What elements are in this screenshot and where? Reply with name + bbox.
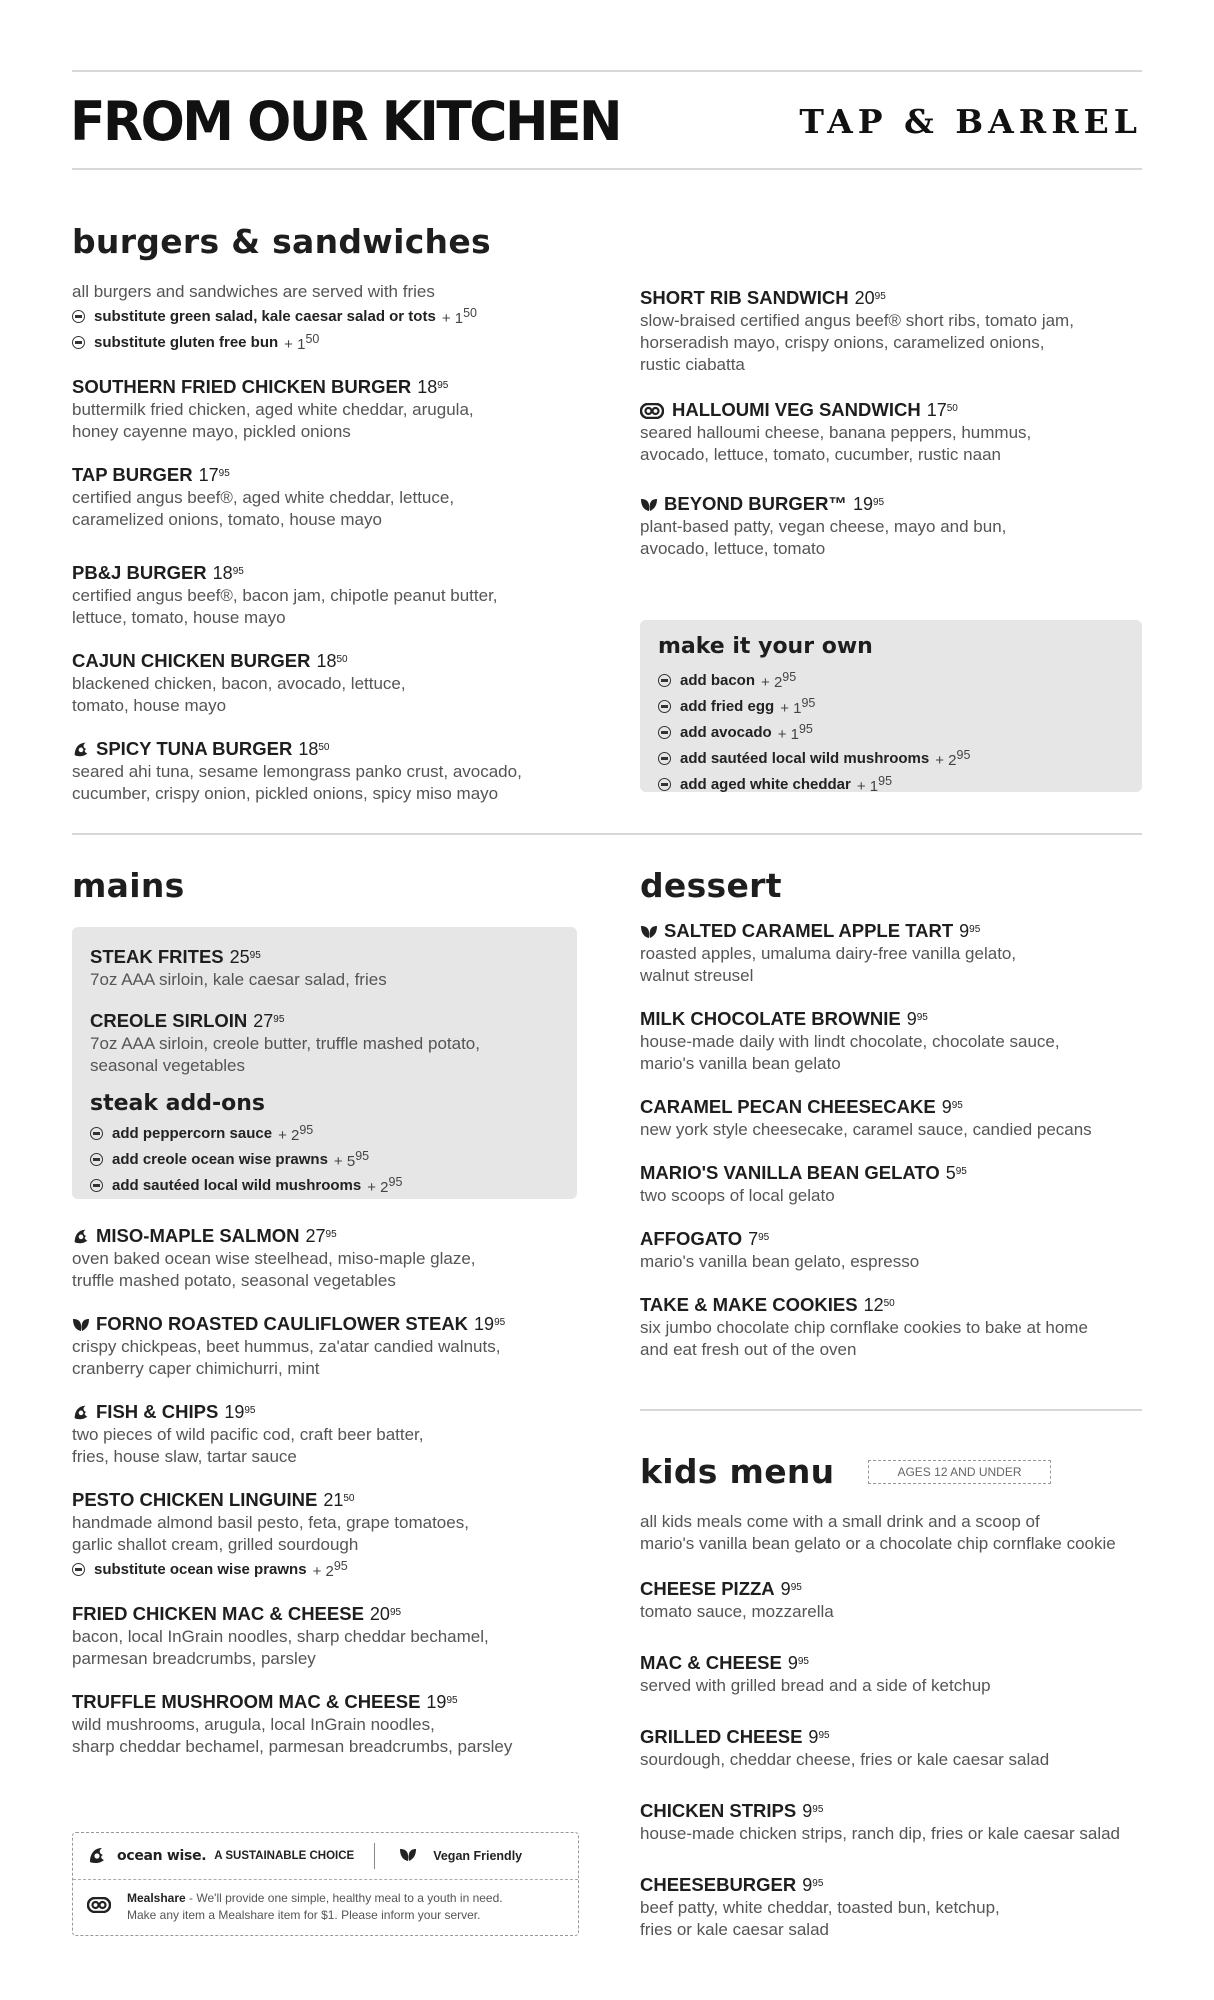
menu-item — [640, 286, 1150, 376]
burgers-left-column — [72, 222, 592, 825]
item-name-row — [640, 1095, 1160, 1119]
item-price: $18^{50}$ — [316, 651, 348, 671]
item-price-cents: 95 — [812, 1878, 824, 1889]
addon-label: add fried egg — [680, 697, 775, 715]
item-price: + $1^{50}$ — [441, 306, 477, 327]
item-price-cents: 50 — [336, 654, 348, 665]
item-description: two scoops of local gelato — [640, 1186, 835, 1205]
menu-item — [640, 1725, 1160, 1771]
item-name-row — [640, 1725, 1160, 1749]
menu-item — [72, 1400, 602, 1468]
item-description: sourdough, cheddar cheese, fries or kale caesar salad — [640, 1750, 1050, 1769]
item-description: house-made chicken strips, ranch dip, fries or kale caesar salad — [640, 1824, 1121, 1843]
addon-label: add sautéed local wild mushrooms — [112, 1176, 362, 1194]
menu-item — [72, 463, 592, 531]
plus-circle-icon — [658, 752, 671, 765]
item-description: served with grilled bread and a side of ketchup — [640, 1676, 991, 1695]
item-name-row — [640, 1293, 1160, 1317]
item-price-cents: 95 — [797, 1656, 809, 1667]
item-price: $21^{50}$ — [323, 1490, 355, 1510]
make-it-your-own-box — [640, 620, 1142, 795]
menu-item — [640, 1873, 1160, 1941]
item-price-cents: 95 — [232, 566, 244, 577]
item-price-cents: 95 — [333, 1559, 348, 1573]
item-price: $9^{95}$ — [959, 921, 981, 941]
item-name-row — [640, 1799, 1160, 1823]
menu-item — [640, 1227, 1160, 1273]
kids-age-badge: AGES 12 AND UNDER — [868, 1460, 1050, 1484]
item-name-row — [72, 375, 592, 399]
item-name-row — [640, 1007, 1160, 1031]
legend-divider — [374, 1843, 375, 1869]
plus-circle-icon — [72, 1563, 85, 1576]
item-price-cents: 95 — [782, 670, 797, 684]
ocean-wise-icon — [72, 1227, 90, 1245]
item-description: certified angus beef®, aged white cheddar, lettuce, caramelized onions, tomato, house mayo — [72, 488, 455, 529]
item-name: CREOLE SIRLOIN — [90, 1010, 248, 1031]
item-price-cents: 95 — [244, 1405, 256, 1416]
section-title-burgers: burgers & sandwiches — [72, 222, 491, 261]
item-name: MAC & CHEESE — [640, 1652, 782, 1673]
item-price-cents: 95 — [878, 774, 893, 788]
item-description: blackened chicken, bacon, avocado, lettuce, tomato, house mayo — [72, 674, 406, 715]
addon-label: add sautéed local wild mushrooms — [680, 749, 930, 767]
item-price-cents: 95 — [325, 1229, 337, 1240]
section-title-kids: kids menu — [640, 1452, 835, 1491]
item-description: buttermilk fried chicken, aged white cheddar, arugula, honey cayenne mayo, pickled onions — [72, 400, 474, 441]
item-price: $19^{95}$ — [426, 1692, 458, 1712]
kids-intro: all kids meals come with a small drink and a scoop of mario's vanilla bean gelato or a chocolate chip cornflake cookie — [640, 1512, 1116, 1553]
item-price-cents: 95 — [249, 950, 261, 961]
addon-label: add bacon — [680, 671, 756, 689]
item-description: new york style cheesecake, caramel sauce, candied pecans — [640, 1120, 1092, 1139]
item-price: $9^{95}$ — [802, 1801, 824, 1821]
item-price: $18^{95}$ — [417, 377, 449, 397]
menu-item — [90, 1009, 559, 1077]
addon-label: substitute green salad, kale caesar salad or tots — [94, 307, 436, 325]
item-price-cents: 95 — [218, 468, 230, 479]
item-price: + $1^{95}$ — [777, 722, 813, 743]
item-name: SALTED CARAMEL APPLE TART — [664, 920, 954, 941]
item-price: $18^{50}$ — [298, 739, 330, 759]
menu-item — [90, 945, 559, 991]
item-name: CAJUN CHICKEN BURGER — [72, 650, 311, 671]
item-price-cents: 95 — [446, 1695, 458, 1706]
item-description: six jumbo chocolate chip cornflake cookies to bake at home and eat fresh out of the oven — [640, 1318, 1088, 1359]
mealshare-icon — [640, 401, 666, 419]
item-price: $17^{50}$ — [926, 400, 958, 420]
steak-addons-title: steak add-ons — [90, 1091, 266, 1116]
mealshare-text-2: Make any item a Mealshare item for $1. Please inform your server. — [127, 1908, 481, 1922]
brand-logo: TAP & BARREL — [799, 102, 1142, 141]
plus-circle-icon — [658, 700, 671, 713]
vegan-leaf-icon — [72, 1315, 90, 1333]
mains-list-column — [72, 1224, 602, 1778]
dessert-column — [640, 866, 1160, 1381]
item-price: $9^{95}$ — [787, 1653, 809, 1673]
mains-list — [72, 1224, 602, 1758]
menu-item — [640, 1293, 1160, 1361]
plus-circle-icon — [90, 1179, 103, 1192]
item-name-row — [640, 1651, 1160, 1675]
item-price-cents: 50 — [305, 332, 320, 346]
item-name-row — [640, 286, 1150, 310]
item-name-row — [72, 1312, 602, 1336]
addon-item — [658, 693, 1124, 719]
burger-substitutions — [72, 303, 592, 355]
item-name: MARIO'S VANILLA BEAN GELATO — [640, 1162, 940, 1183]
item-name-row — [90, 1009, 559, 1033]
ocean-wise-logo: ocean wise. — [117, 1848, 207, 1864]
menu-item — [72, 375, 592, 443]
item-price: $25^{95}$ — [229, 947, 261, 967]
plus-circle-icon — [72, 310, 85, 323]
item-description: 7oz AAA sirloin, kale caesar salad, fries — [90, 970, 387, 989]
item-name: HALLOUMI VEG SANDWICH — [672, 399, 921, 420]
item-description: certified angus beef®, bacon jam, chipotle peanut butter, lettuce, tomato, house mayo — [72, 586, 498, 627]
kids-list — [640, 1577, 1160, 1941]
kids-column — [640, 1452, 1160, 1969]
item-name-row — [640, 1873, 1160, 1897]
menu-item — [640, 1095, 1160, 1141]
item-name: PB&J BURGER — [72, 562, 207, 583]
item-price: $5^{95}$ — [945, 1163, 967, 1183]
item-description: bacon, local InGrain noodles, sharp cheddar bechamel, parmesan breadcrumbs, parsley — [72, 1627, 489, 1668]
header-rule — [72, 168, 1142, 170]
plus-circle-icon — [658, 674, 671, 687]
item-price-cents: 95 — [951, 1100, 963, 1111]
item-name: GRILLED CHEESE — [640, 1726, 803, 1747]
item-price-cents: 95 — [955, 1166, 967, 1177]
burgers-intro: all burgers and sandwiches are served with fries — [72, 282, 435, 301]
addon-label: add peppercorn sauce — [112, 1124, 273, 1142]
addon-item — [90, 1146, 559, 1172]
item-description: handmade almond basil pesto, feta, grape tomatoes, garlic shallot cream, grilled sourdough — [72, 1513, 469, 1554]
page-title: FROM OUR KITCHEN — [70, 90, 621, 154]
item-name-row — [72, 463, 592, 487]
menu-item — [640, 1007, 1160, 1075]
item-name-row — [72, 1400, 602, 1424]
menu-item — [72, 561, 592, 629]
steak-box — [72, 927, 577, 1199]
item-price-cents: 50 — [343, 1493, 355, 1504]
item-price: $20^{95}$ — [369, 1604, 402, 1624]
make-own-addons-list — [658, 667, 1124, 797]
item-name-row — [640, 919, 1160, 943]
vegan-leaf-icon — [640, 922, 658, 940]
item-price-cents: 50 — [883, 1298, 895, 1309]
addon-item — [72, 1556, 602, 1582]
plus-circle-icon — [90, 1127, 103, 1140]
item-price: $27^{95}$ — [305, 1226, 337, 1246]
item-description: crispy chickpeas, beet hummus, za'atar candied walnuts, cranberry caper chimichurri, mint — [72, 1337, 501, 1378]
burger-left-list — [72, 375, 592, 805]
menu-item — [72, 649, 592, 717]
item-price-cents: 95 — [389, 1607, 402, 1618]
item-price: + $1^{95}$ — [780, 696, 816, 717]
item-price-cents: 95 — [874, 291, 886, 302]
menu-item — [640, 1161, 1160, 1207]
item-price-cents: 50 — [318, 742, 330, 753]
item-name-row — [640, 1577, 1160, 1601]
item-price: $9^{95}$ — [780, 1579, 802, 1599]
item-price: $18^{95}$ — [212, 563, 244, 583]
item-description: seared ahi tuna, sesame lemongrass panko crust, avocado, cucumber, crispy onion, pickled onions, spicy miso mayo — [72, 762, 522, 803]
item-price: $9^{95}$ — [802, 1875, 824, 1895]
item-price-cents: 95 — [388, 1175, 403, 1189]
dessert-list — [640, 919, 1160, 1361]
item-price: $19^{95}$ — [852, 494, 885, 514]
item-description: 7oz AAA sirloin, creole butter, truffle mashed potato, seasonal vegetables — [90, 1034, 480, 1075]
kids-rule — [640, 1409, 1142, 1411]
item-price: + $2^{95}$ — [312, 1559, 348, 1580]
addon-item — [72, 303, 592, 329]
item-price: $7^{95}$ — [748, 1229, 770, 1249]
item-name: FRIED CHICKEN MAC & CHEESE — [72, 1603, 364, 1624]
item-name: TAKE & MAKE COOKIES — [640, 1294, 858, 1315]
item-price-cents: 95 — [801, 696, 816, 710]
item-price: + $1^{50}$ — [284, 332, 320, 353]
item-price: $27^{95}$ — [253, 1011, 285, 1031]
item-price: $19^{95}$ — [474, 1314, 506, 1334]
menu-item — [640, 1799, 1160, 1845]
burger-right-list — [640, 286, 1150, 560]
menu-item — [640, 492, 1150, 560]
item-price-cents: 95 — [956, 748, 971, 762]
item-name: STEAK FRITES — [90, 946, 224, 967]
menu-item — [72, 1312, 602, 1380]
item-name-row — [72, 1690, 602, 1714]
addon-item — [658, 667, 1124, 693]
addon-item — [90, 1172, 559, 1198]
item-price-cents: 95 — [273, 1014, 285, 1025]
item-name-row — [90, 945, 559, 969]
item-price-cents: 95 — [299, 1123, 314, 1137]
item-name-row — [72, 1224, 602, 1248]
item-name: MILK CHOCOLATE BROWNIE — [640, 1008, 901, 1029]
item-description: oven baked ocean wise steelhead, miso-maple glaze, truffle mashed potato, seasonal vegetables — [72, 1249, 476, 1290]
addon-item — [658, 719, 1124, 745]
mid-rule — [72, 833, 1142, 835]
item-name: SPICY TUNA BURGER — [96, 738, 293, 759]
item-price: $17^{95}$ — [198, 465, 230, 485]
item-price-cents: 95 — [790, 1582, 802, 1593]
item-name-row — [640, 492, 1150, 516]
item-price: + $1^{95}$ — [856, 774, 893, 795]
item-price-cents: 95 — [355, 1149, 370, 1163]
addon-label: add avocado — [680, 723, 772, 741]
item-description: two pieces of wild pacific cod, craft beer batter, fries, house slaw, tartar sauce — [72, 1425, 424, 1466]
item-price: $19^{95}$ — [224, 1402, 256, 1422]
item-price: + $2^{95}$ — [278, 1123, 314, 1144]
item-name: AFFOGATO — [640, 1228, 743, 1249]
item-price: + $2^{95}$ — [761, 670, 797, 691]
menu-item — [72, 1224, 602, 1292]
ocean-wise-icon — [72, 740, 90, 758]
item-price-cents: 50 — [946, 403, 958, 414]
item-price-cents: 95 — [818, 1730, 830, 1741]
item-price: $9^{95}$ — [808, 1727, 830, 1747]
ocean-wise-text: A SUSTAINABLE CHOICE — [214, 1850, 355, 1862]
addon-label: substitute gluten free bun — [94, 333, 279, 351]
item-price-cents: 95 — [812, 1804, 824, 1815]
item-price-cents: 95 — [873, 497, 885, 508]
item-description: plant-based patty, vegan cheese, mayo and bun, avocado, lettuce, tomato — [640, 517, 1007, 558]
item-price: + $2^{95}$ — [935, 748, 971, 769]
item-name: SOUTHERN FRIED CHICKEN BURGER — [72, 376, 412, 397]
menu-item — [640, 398, 1150, 466]
item-description: wild mushrooms, arugula, local InGrain noodles, sharp cheddar bechamel, parmesan breadcrumbs, parsley — [72, 1715, 513, 1756]
item-name-row — [640, 398, 1150, 422]
vegan-leaf-icon — [399, 1847, 419, 1865]
menu-item — [72, 737, 592, 805]
menu-item — [72, 1602, 602, 1670]
menu-item — [72, 1488, 602, 1582]
item-description: tomato sauce, mozzarella — [640, 1602, 834, 1621]
steak-addons-list — [90, 1120, 559, 1198]
menu-item — [640, 1651, 1160, 1697]
item-name: PESTO CHICKEN LINGUINE — [72, 1489, 318, 1510]
burgers-right-column — [640, 286, 1150, 586]
mains-column — [72, 866, 592, 905]
addon-item — [658, 771, 1124, 797]
item-price-cents: 95 — [437, 380, 449, 391]
make-it-your-own-title: make it your own — [658, 634, 873, 659]
item-name: TAP BURGER — [72, 464, 193, 485]
addon-label: add creole ocean wise prawns — [112, 1150, 328, 1168]
item-price-cents: 95 — [494, 1317, 506, 1328]
vegan-leaf-icon — [640, 495, 658, 513]
ocean-wise-icon — [72, 1403, 90, 1421]
item-name-row — [72, 561, 592, 585]
menu-item — [72, 1690, 602, 1758]
item-name-row — [640, 1161, 1160, 1185]
item-name: TRUFFLE MUSHROOM MAC & CHEESE — [72, 1691, 421, 1712]
item-price: + $2^{95}$ — [367, 1175, 403, 1196]
item-name: CHEESEBURGER — [640, 1874, 797, 1895]
item-description: roasted apples, umaluma dairy-free vanilla gelato, walnut streusel — [640, 944, 1017, 985]
item-description: beef patty, white cheddar, toasted bun, ketchup, fries or kale caesar salad — [640, 1898, 1000, 1939]
item-name: SHORT RIB SANDWICH — [640, 287, 849, 308]
item-name: MISO-MAPLE SALMON — [96, 1225, 300, 1246]
item-name-row — [72, 737, 592, 761]
menu-item — [640, 919, 1160, 987]
addon-item — [72, 329, 592, 355]
addon-label: substitute ocean wise prawns — [94, 1560, 307, 1578]
item-description: house-made daily with lindt chocolate, chocolate sauce, mario's vanilla bean gelato — [640, 1032, 1060, 1073]
plus-circle-icon — [658, 726, 671, 739]
menu-item — [640, 1577, 1160, 1623]
item-name: FISH & CHIPS — [96, 1401, 219, 1422]
item-price: $20^{95}$ — [854, 288, 886, 308]
item-description: mario's vanilla bean gelato, espresso — [640, 1252, 920, 1271]
legend-box — [72, 1832, 579, 1936]
section-title-dessert: dessert — [640, 866, 782, 905]
item-name-row — [72, 1488, 602, 1512]
item-price-cents: 95 — [916, 1012, 928, 1023]
steak-items-list — [90, 945, 559, 1077]
plus-circle-icon — [658, 778, 671, 791]
item-description: seared halloumi cheese, banana peppers, hummus, avocado, lettuce, tomato, cucumber, rustic naan — [640, 423, 1032, 464]
item-name: BEYOND BURGER™ — [664, 493, 847, 514]
item-name-row — [640, 1227, 1160, 1251]
item-price: + $5^{95}$ — [333, 1149, 370, 1170]
top-rule — [72, 70, 1142, 72]
vegan-friendly-text: Vegan Friendly — [433, 1849, 523, 1863]
plus-circle-icon — [90, 1153, 103, 1166]
item-name: CHICKEN STRIPS — [640, 1800, 797, 1821]
ocean-wise-icon — [87, 1845, 109, 1867]
item-name: CARAMEL PECAN CHEESECAKE — [640, 1096, 936, 1117]
item-name-row — [72, 649, 592, 673]
item-price: $9^{95}$ — [941, 1097, 963, 1117]
item-price: $12^{50}$ — [863, 1295, 895, 1315]
mealshare-text: - We'll provide one simple, healthy meal to a youth in need. — [185, 1891, 503, 1905]
addon-item — [90, 1120, 559, 1146]
addon-label: add aged white cheddar — [680, 775, 851, 793]
mealshare-title: Mealshare — [127, 1891, 186, 1905]
item-price-cents: 50 — [463, 306, 477, 320]
item-price-cents: 95 — [969, 924, 981, 935]
section-title-mains: mains — [72, 866, 185, 905]
item-name: CHEESE PIZZA — [640, 1578, 775, 1599]
item-name: FORNO ROASTED CAULIFLOWER STEAK — [96, 1313, 469, 1334]
item-price-cents: 95 — [758, 1232, 770, 1243]
item-name-row — [72, 1602, 602, 1626]
addon-item — [658, 745, 1124, 771]
item-price-cents: 95 — [798, 722, 813, 736]
item-description: slow-braised certified angus beef® short ribs, tomato jam, horseradish mayo, crispy onions, caramelized onions, rustic ciabatta — [640, 311, 1074, 374]
item-price: $9^{95}$ — [906, 1009, 928, 1029]
plus-circle-icon — [72, 336, 85, 349]
mealshare-icon — [87, 1897, 111, 1917]
